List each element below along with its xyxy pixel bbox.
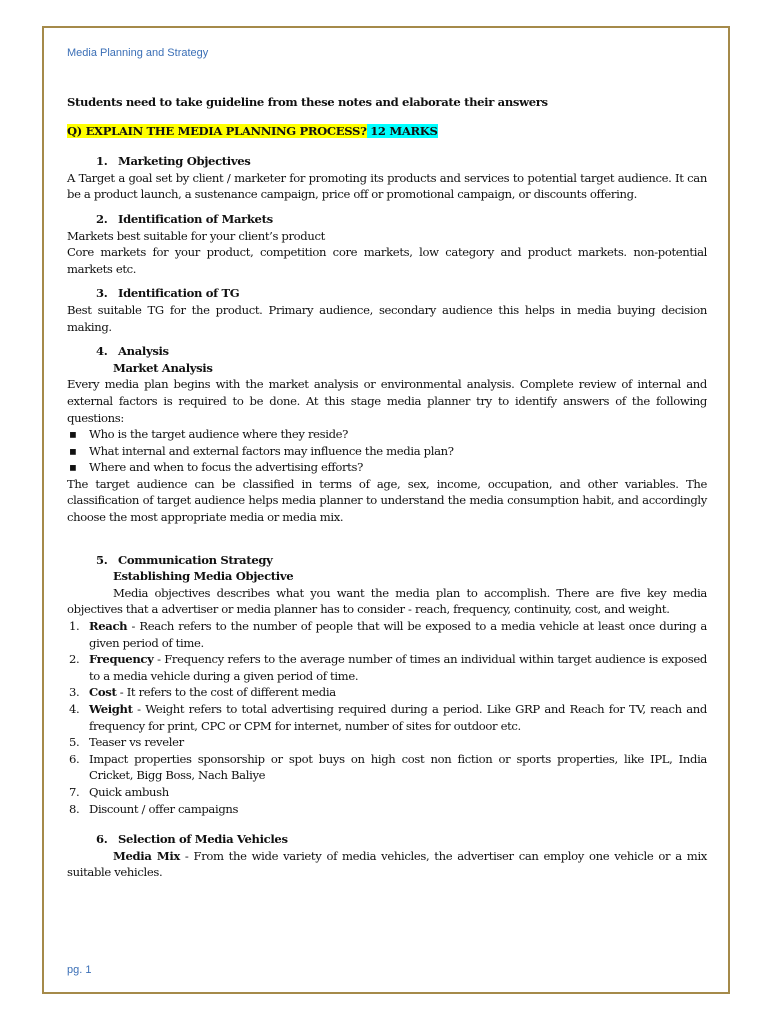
list-text: - Reach refers to the number of people that will be exposed to a media vehicle at least once during a given period of time. [89, 619, 707, 650]
section-5-body: Media objectives describes what you want the media plan to accomplish. There are five key media objectives that a advertiser or media planner has to consider - reach, frequency, continuity, cost, and weight. [67, 585, 707, 617]
section-4-title: Analysis [118, 344, 169, 359]
list-text: - It refers to the cost of different media [116, 685, 336, 700]
list-number: 6. [69, 751, 80, 766]
section-2-line-2: Core markets for your product, competition core markets, low category and product markets. non-potential markets etc. [67, 245, 707, 276]
section-3-title: Identification of TG [118, 286, 240, 301]
list-term: Cost [89, 685, 117, 700]
section-1-number: 1. [96, 154, 108, 169]
section-6-text: - From the wide variety of media vehicles, the advertiser can employ one vehicle or a mix suitable vehicles. [67, 848, 707, 880]
page-header: Media Planning and Strategy [67, 47, 209, 59]
section-4-body: Every media plan begins with the market analysis or environmental analysis. Complete review of internal and external factors is required to be done. At this stage media planner try to identify answers of the following questions: [67, 377, 707, 425]
list-item [67, 701, 707, 734]
list-item: ▪ What internal and external factors may influence the media plan? [67, 443, 707, 460]
list-term: Weight [89, 702, 133, 716]
section-5-heading [67, 552, 707, 569]
list-text: Teaser vs reveler [89, 735, 184, 750]
section-1-title: Marketing Objectives [118, 154, 251, 169]
list-text: Impact properties sponsorship or spot buys on high cost non fiction or sports properties, like IPL, India Cricket, Bigg Boss, Nach Baliye [89, 751, 707, 783]
section-2-title: Identification of Markets [118, 211, 273, 226]
list-term: Frequency [89, 652, 154, 667]
list-number: 8. [69, 801, 80, 816]
section-4-bullets [67, 426, 707, 476]
section-3-body: Best suitable TG for the product. Primary audience, secondary audience this helps in media buying decision making. [67, 302, 707, 334]
section-2-heading [67, 211, 707, 228]
list-item [67, 684, 707, 701]
section-3-number: 3. [96, 286, 108, 301]
media-mix-term: Media Mix [113, 848, 180, 863]
list-item [67, 784, 707, 801]
section-5-number: 5. [96, 552, 108, 567]
list-number: 1. [69, 619, 80, 634]
list-text: Discount / offer campaigns [89, 801, 239, 816]
section-6-number: 6. [96, 832, 108, 847]
question-text: Q) EXPLAIN THE MEDIA PLANNING PROCESS? [67, 123, 367, 138]
section-3-heading [67, 285, 707, 302]
list-item [67, 734, 707, 751]
list-text: Quick ambush [89, 784, 169, 799]
section-1-heading [67, 153, 707, 170]
question-line [67, 123, 707, 140]
list-item: ▪ Who is the target audience where they reside? [67, 426, 707, 443]
list-number: 2. [69, 652, 80, 667]
list-item [67, 751, 707, 784]
section-2-number: 2. [96, 211, 108, 226]
document-body [67, 94, 707, 881]
intro-line: Students need to take guideline from these notes and elaborate their answers [67, 95, 548, 109]
list-number: 7. [69, 784, 80, 799]
list-number: 5. [69, 735, 80, 750]
section-6-heading [67, 831, 707, 848]
section-5-subtitle: Establishing Media Objective [113, 569, 294, 584]
list-number: 4. [69, 702, 80, 716]
section-6-body [67, 848, 707, 881]
list-text: - Frequency refers to the average number of times an individual within target audience is exposed to a media vehicle during a given period of time. [89, 652, 707, 683]
list-item: ▪ Where and when to focus the advertising efforts? [67, 459, 707, 476]
list-item [67, 618, 707, 651]
section-4-subtitle: Market Analysis [113, 360, 213, 375]
section-1-body: A Target a goal set by client / marketer for promoting its products and services to potential target audience. It can be a product launch, a sustenance campaign, price off or promotional campaign, or discounts offering. [67, 170, 707, 202]
list-number: 3. [69, 685, 80, 700]
page-number: pg. 1 [67, 964, 92, 976]
list-text: - Weight refers to total advertising required during a period. Like GRP and Reach for TV, reach and frequency for print, CPC or CPM for internet, number of sites for outdoor etc. [89, 702, 707, 733]
media-objectives-list [67, 618, 707, 817]
section-2-line-1: Markets best suitable for your client’s product [67, 228, 325, 243]
section-4-number: 4. [96, 344, 108, 359]
section-4-body-2: The target audience can be classified in terms of age, sex, income, occupation, and other variables. The classification of target audience helps media planner to understand the media consumption habit, and accordingly choose the most appropriate media or media mix. [67, 476, 707, 525]
list-term: Reach [89, 619, 128, 634]
list-item [67, 801, 707, 818]
list-item [67, 651, 707, 684]
section-5-title: Communication Strategy [118, 552, 273, 567]
section-4-heading [67, 343, 707, 360]
question-marks: 12 MARKS [366, 123, 438, 138]
section-6-title: Selection of Media Vehicles [118, 832, 288, 847]
